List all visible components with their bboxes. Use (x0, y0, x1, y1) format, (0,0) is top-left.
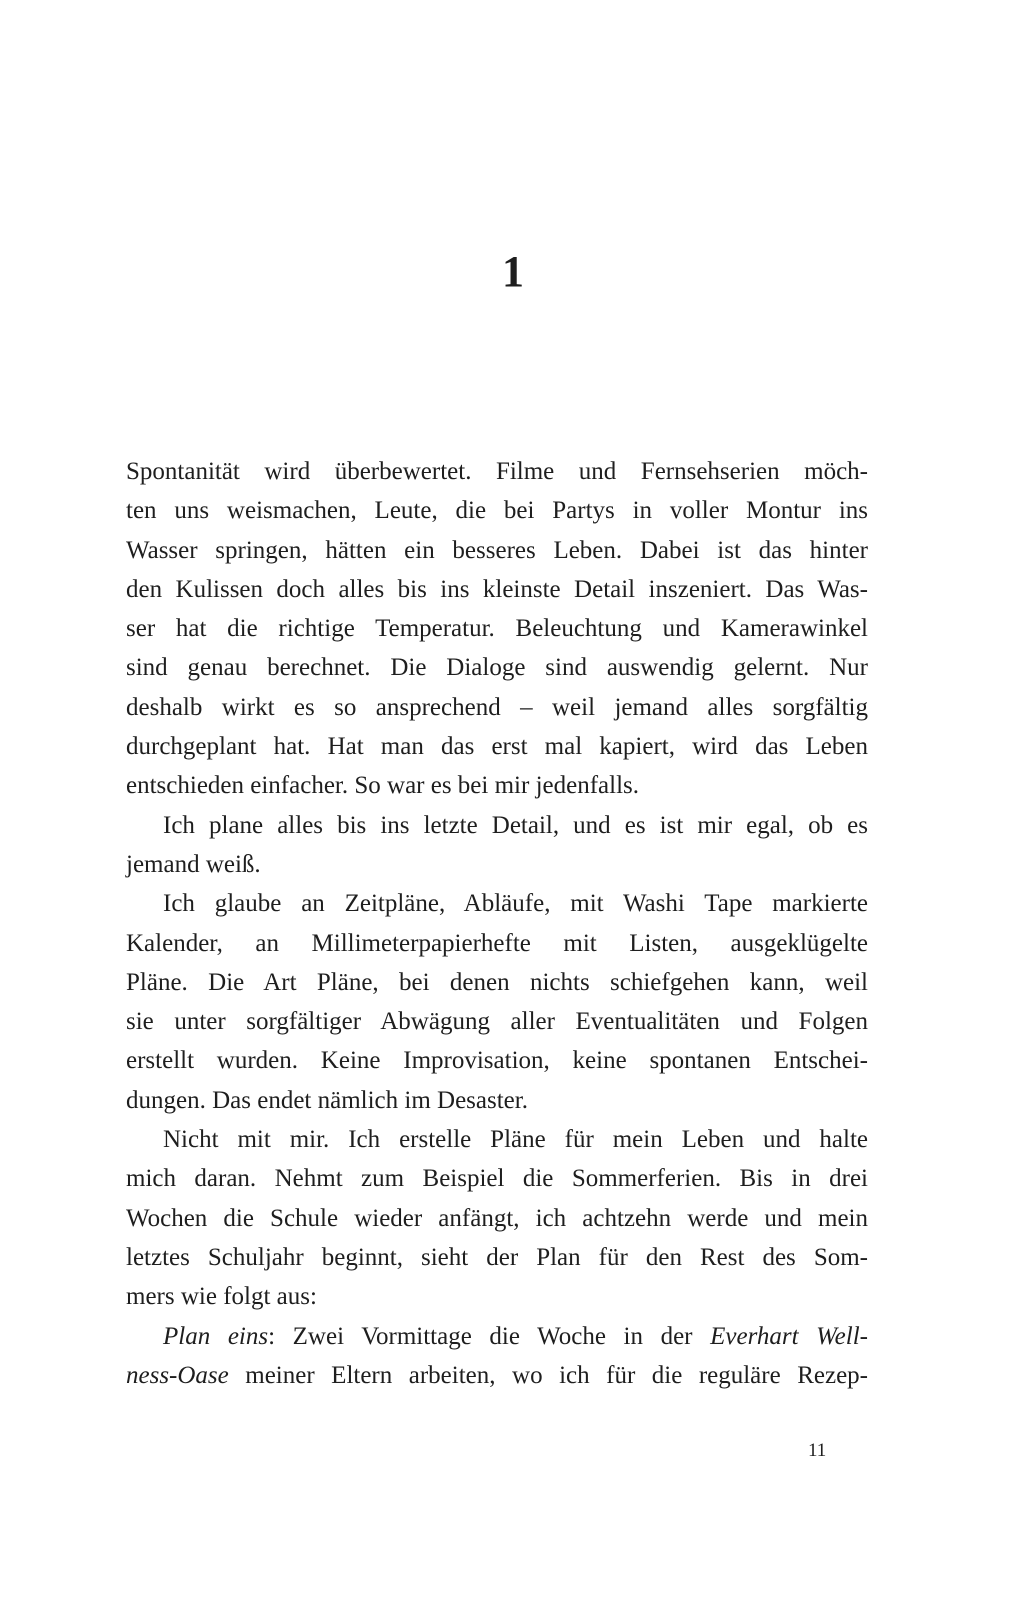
italic-text: Everhart Well- (710, 1322, 868, 1350)
text-line (126, 1277, 868, 1316)
text-span: Kalender, an Millimeterpapierhefte mit Listen, ausgeklügelte (126, 929, 868, 957)
text-span: jemand weiß. (126, 850, 261, 878)
text-span: Wochen die Schule wieder anfängt, ich achtzehn werde und mein (126, 1204, 868, 1232)
text-line (126, 570, 868, 609)
text-line (126, 884, 868, 923)
text-span: sind genau berechnet. Die Dialoge sind auswendig gelernt. Nur (126, 654, 868, 682)
text-span: Spontanität wird überbewertet. Filme und Fernsehserien möch- (126, 458, 868, 485)
italic-text: ness-Oase (126, 1361, 229, 1389)
text-line (126, 1002, 868, 1041)
text-span: deshalb wirkt es so ansprechend – weil jemand alles sorgfältig (126, 693, 868, 721)
text-line (126, 806, 868, 845)
italic-text: Plan eins (163, 1322, 269, 1350)
text-line (126, 1159, 868, 1198)
text-line (126, 963, 868, 1002)
text-span: Ich plane alles bis ins letzte Detail, und es ist mir egal, ob es (163, 811, 868, 839)
text-line (126, 531, 868, 570)
text-span: Pläne. Die Art Pläne, bei denen nichts schiefgehen kann, weil (126, 968, 868, 996)
text-span: mich daran. Nehmt zum Beispiel die Sommerferien. Bis in drei (126, 1165, 868, 1193)
text-line (126, 1317, 868, 1356)
text-span: letztes Schuljahr beginnt, sieht der Plan für den Rest des Som- (126, 1243, 868, 1271)
text-line (126, 1041, 868, 1080)
text-line (126, 727, 868, 766)
text-line (126, 1356, 868, 1395)
text-line (126, 1238, 868, 1277)
text-line (126, 845, 868, 884)
text-line (126, 648, 868, 687)
text-line (126, 766, 868, 805)
text-line (126, 491, 868, 530)
body-text (126, 452, 868, 1395)
text-span: erstellt wurden. Keine Improvisation, keine spontanen Entschei- (126, 1047, 868, 1075)
text-span: sie unter sorgfältiger Abwägung aller Eventualitäten und Folgen (126, 1008, 868, 1036)
page-number: 11 (808, 1440, 827, 1461)
text-line (126, 609, 868, 648)
text-line (126, 1081, 868, 1120)
text-span: Ich glaube an Zeitpläne, Abläufe, mit Washi Tape markierte (163, 890, 868, 918)
text-span: ser hat die richtige Temperatur. Beleuchtung und Kamerawinkel (126, 615, 868, 643)
text-span: meiner Eltern arbeiten, wo ich für die reguläre Rezep- (228, 1361, 868, 1389)
text-span: Nicht mit mir. Ich erstelle Pläne für mein Leben und halte (163, 1126, 868, 1154)
text-span: mers wie folgt aus: (126, 1283, 317, 1311)
text-span: durchgeplant hat. Hat man das erst mal kapiert, wird das Leben (126, 733, 868, 761)
text-span: : Zwei Vormittage die Woche in der (268, 1322, 711, 1350)
text-line (126, 688, 868, 727)
text-span: dungen. Das endet nämlich im Desaster. (126, 1086, 528, 1114)
text-line (126, 924, 868, 963)
text-line (126, 1199, 868, 1238)
text-line (126, 1120, 868, 1159)
text-span: entschieden einfacher. So war es bei mir jedenfalls. (126, 772, 640, 800)
text-line (126, 452, 868, 491)
text-span: den Kulissen doch alles bis ins kleinste Detail inszeniert. Das Was- (126, 575, 868, 603)
chapter-number: 1 (502, 247, 524, 296)
text-span: Wasser springen, hätten ein besseres Leben. Dabei ist das hinter (126, 536, 868, 564)
text-span: ten uns weismachen, Leute, die bei Partys in voller Montur ins (126, 497, 868, 525)
